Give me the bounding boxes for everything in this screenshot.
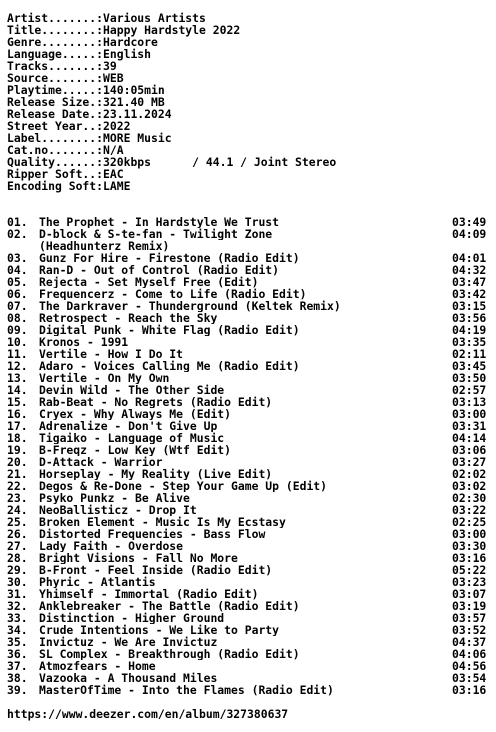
track-title: SL Complex - Breakthrough (Radio Edit)	[39, 648, 300, 660]
info-row	[7, 180, 496, 192]
track-title: Ran-D - Out of Control (Radio Edit)	[39, 264, 280, 276]
track-title: Yhimself - Immortal (Radio Edit)	[39, 588, 259, 600]
track-title: Digital Punk - White Flag (Radio Edit)	[39, 324, 300, 336]
track-number: 08.	[7, 311, 28, 325]
track-number: 05.	[7, 275, 28, 289]
info-value: 39	[103, 59, 117, 73]
track-number: 20.	[7, 455, 28, 469]
track-number: 32.	[7, 599, 28, 613]
track-duration: 03:06	[452, 443, 487, 457]
track-title: Psyko Punkz - Be Alive	[39, 492, 190, 504]
track-duration: 03:23	[452, 575, 487, 589]
track-row	[7, 564, 496, 576]
track-title: The Prophet - In Hardstyle We Trust	[39, 216, 280, 228]
track-number: 34.	[7, 623, 28, 637]
track-number: 06.	[7, 287, 28, 301]
track-row	[7, 420, 496, 432]
track-title: Adrenalize - Don't Give Up	[39, 420, 218, 432]
track-duration: 04:32	[452, 263, 487, 277]
track-number: 36.	[7, 647, 28, 661]
track-row	[7, 396, 496, 408]
album-link[interactable]: https://www.deezer.com/en/album/327380637	[7, 707, 289, 721]
track-row	[7, 444, 496, 456]
track-title: Retrospect - Reach the Sky	[39, 312, 218, 324]
track-duration: 02:11	[452, 347, 487, 361]
track-row	[7, 372, 496, 384]
track-duration: 03:16	[452, 551, 487, 565]
track-duration: 03:22	[452, 503, 487, 517]
track-row	[7, 636, 496, 648]
track-duration: 03:57	[452, 611, 487, 625]
track-title: Rab-Beat - No Regrets (Radio Edit)	[39, 396, 273, 408]
track-number: 03.	[7, 251, 28, 265]
track-row	[7, 264, 496, 276]
track-title: Phyric - Atlantis	[39, 576, 156, 588]
info-key: Encoding Soft:	[7, 179, 104, 193]
track-title: Rejecta - Set Myself Free (Edit)	[39, 276, 259, 288]
track-row	[7, 276, 496, 288]
track-row	[7, 336, 496, 348]
info-value: 140:05min	[103, 83, 165, 97]
track-number: 16.	[7, 407, 28, 421]
info-key: Language.....:	[7, 47, 104, 61]
track-title: Cryex - Why Always Me (Edit)	[39, 408, 232, 420]
track-duration: 03:47	[452, 275, 487, 289]
track-row	[7, 624, 496, 636]
release-info-block	[7, 12, 496, 192]
track-list	[7, 216, 496, 696]
track-title: Distorted Frequencies - Bass Flow	[39, 528, 266, 540]
track-number: 30.	[7, 575, 28, 589]
track-title: Frequencerz - Come to Life (Radio Edit)	[39, 288, 307, 300]
track-duration: 04:09	[452, 227, 487, 241]
track-title: B-Front - Feel Inside (Radio Edit)	[39, 564, 273, 576]
info-value: 320kbps / 44.1 / Joint Stereo	[103, 155, 337, 169]
track-duration: 03:07	[452, 587, 487, 601]
track-duration: 03:02	[452, 479, 487, 493]
track-row	[7, 672, 496, 684]
track-row	[7, 468, 496, 480]
track-duration: 03:54	[452, 671, 487, 685]
track-duration: 04:14	[452, 431, 487, 445]
track-number: 28.	[7, 551, 28, 565]
track-title: Kronos - 1991	[39, 336, 129, 348]
track-duration: 05:22	[452, 563, 487, 577]
track-duration: 03:42	[452, 287, 487, 301]
track-number: 33.	[7, 611, 28, 625]
track-title: D-Attack - Warrior	[39, 456, 163, 468]
track-row	[7, 456, 496, 468]
info-key: Quality......:	[7, 155, 104, 169]
track-duration: 02:30	[452, 491, 487, 505]
info-value: 2022	[103, 119, 131, 133]
info-key: Genre........:	[7, 35, 104, 49]
track-number: 27.	[7, 539, 28, 553]
track-title: Bright Visions - Fall No More	[39, 552, 238, 564]
track-duration: 03:50	[452, 371, 487, 385]
track-duration: 02:57	[452, 383, 487, 397]
info-key: Artist.......:	[7, 11, 104, 25]
track-row	[7, 516, 496, 528]
track-title: The Darkraver - Thunderground (Keltek Remix)	[39, 300, 341, 312]
track-title: Atmozfears - Home	[39, 660, 156, 672]
track-duration: 03:15	[452, 299, 487, 313]
info-key: Tracks.......:	[7, 59, 104, 73]
track-number: 21.	[7, 467, 28, 481]
track-number: 01.	[7, 215, 28, 229]
track-number: 24.	[7, 503, 28, 517]
track-title: Vertile - How I Do It	[39, 348, 184, 360]
track-number: 19.	[7, 443, 28, 457]
track-row	[7, 324, 496, 336]
track-number: 29.	[7, 563, 28, 577]
track-number: 10.	[7, 335, 28, 349]
track-row	[7, 408, 496, 420]
track-duration: 03:49	[452, 215, 487, 229]
track-row	[7, 216, 496, 228]
track-row	[7, 300, 496, 312]
track-duration: 03:30	[452, 539, 487, 553]
track-row	[7, 252, 496, 264]
track-title: Degos & Re-Done - Step Your Game Up (Edit)	[39, 480, 328, 492]
track-number: 23.	[7, 491, 28, 505]
track-number: 02.	[7, 227, 28, 241]
track-row	[7, 480, 496, 492]
track-title: Anklebreaker - The Battle (Radio Edit)	[39, 600, 300, 612]
track-duration: 03:52	[452, 623, 487, 637]
track-title: Tigaiko - Language of Music	[39, 432, 225, 444]
track-row	[7, 528, 496, 540]
track-duration: 03:31	[452, 419, 487, 433]
track-title: Lady Faith - Overdose	[39, 540, 184, 552]
track-number: 15.	[7, 395, 28, 409]
track-row	[7, 684, 496, 696]
track-title: B-Freqz - Low Key (Wtf Edit)	[39, 444, 232, 456]
track-title-continuation: (Headhunterz Remix)	[39, 239, 170, 253]
track-row	[7, 384, 496, 396]
track-number: 13.	[7, 371, 28, 385]
track-title: MasterOfTime - Into the Flames (Radio Edit)	[39, 684, 334, 696]
track-duration: 03:45	[452, 359, 487, 373]
track-title: Devin Wild - The Other Side	[39, 384, 225, 396]
section-gap	[7, 192, 496, 216]
track-title: NeoBallisticz - Drop It	[39, 504, 197, 516]
track-number: 09.	[7, 323, 28, 337]
track-number: 35.	[7, 635, 28, 649]
track-number: 12.	[7, 359, 28, 373]
track-number: 38.	[7, 671, 28, 685]
track-row	[7, 432, 496, 444]
track-row	[7, 660, 496, 672]
info-key: Street Year..:	[7, 119, 104, 133]
track-row	[7, 552, 496, 564]
info-key: Playtime.....:	[7, 83, 104, 97]
track-number: 07.	[7, 299, 28, 313]
track-duration: 04:06	[452, 647, 487, 661]
track-row	[7, 492, 496, 504]
info-value: Hardcore	[103, 35, 158, 49]
info-value: Happy Hardstyle 2022	[103, 23, 241, 37]
track-number: 11.	[7, 347, 28, 361]
track-duration: 03:56	[452, 311, 487, 325]
track-title: Crude Intentions - We Like to Party	[39, 624, 280, 636]
track-duration: 04:37	[452, 635, 487, 649]
track-duration: 03:00	[452, 527, 487, 541]
track-title: Gunz For Hire - Firestone (Radio Edit)	[39, 252, 300, 264]
track-row	[7, 588, 496, 600]
track-row	[7, 540, 496, 552]
track-number: 14.	[7, 383, 28, 397]
track-title: Vazooka - A Thousand Miles	[39, 672, 218, 684]
track-number: 31.	[7, 587, 28, 601]
track-duration: 04:56	[452, 659, 487, 673]
track-row	[7, 348, 496, 360]
info-value: LAME	[103, 179, 131, 193]
track-title: Invictuz - We Are Invictuz	[39, 636, 218, 648]
track-duration: 02:25	[452, 515, 487, 529]
track-number: 37.	[7, 659, 28, 673]
track-duration: 04:19	[452, 323, 487, 337]
info-key: Ripper Soft..:	[7, 167, 104, 181]
track-duration: 04:01	[452, 251, 487, 265]
track-duration: 03:16	[452, 683, 487, 697]
track-number: 39.	[7, 683, 28, 697]
track-row	[7, 648, 496, 660]
track-duration: 03:35	[452, 335, 487, 349]
track-title: Vertile - On My Own	[39, 372, 170, 384]
track-number: 18.	[7, 431, 28, 445]
info-key: Label........:	[7, 131, 104, 145]
track-row	[7, 312, 496, 324]
track-number: 22.	[7, 479, 28, 493]
track-row	[7, 600, 496, 612]
track-number: 25.	[7, 515, 28, 529]
track-title: D-block & S-te-fan - Twilight Zone	[39, 228, 273, 240]
track-duration: 03:27	[452, 455, 487, 469]
track-duration: 03:00	[452, 407, 487, 421]
track-duration: 02:02	[452, 467, 487, 481]
info-value: 23.11.2024	[103, 107, 172, 121]
track-title: Adaro - Voices Calling Me (Radio Edit)	[39, 360, 300, 372]
track-row	[7, 612, 496, 624]
track-duration: 03:19	[452, 599, 487, 613]
info-value: EAC	[103, 167, 124, 181]
info-key: Release Date.:	[7, 107, 104, 121]
track-row	[7, 360, 496, 372]
info-key: Cat.no.......:	[7, 143, 104, 157]
info-key: Source.......:	[7, 71, 104, 85]
track-duration: 03:13	[452, 395, 487, 409]
track-title: Horseplay - My Reality (Live Edit)	[39, 468, 273, 480]
track-row	[7, 576, 496, 588]
track-row	[7, 288, 496, 300]
track-title: Broken Element - Music Is My Ecstasy	[39, 516, 286, 528]
track-title: Distinction - Higher Ground	[39, 612, 225, 624]
info-value: WEB	[103, 71, 124, 85]
info-value: Various Artists	[103, 11, 206, 25]
track-number: 26.	[7, 527, 28, 541]
track-row	[7, 504, 496, 516]
track-number: 17.	[7, 419, 28, 433]
info-value: English	[103, 47, 152, 61]
info-key: Release Size.:	[7, 95, 104, 109]
info-value: N/A	[103, 143, 124, 157]
info-value: 321.40 MB	[103, 95, 165, 109]
info-value: MORE Music	[103, 131, 172, 145]
track-number: 04.	[7, 263, 28, 277]
info-key: Title........:	[7, 23, 104, 37]
